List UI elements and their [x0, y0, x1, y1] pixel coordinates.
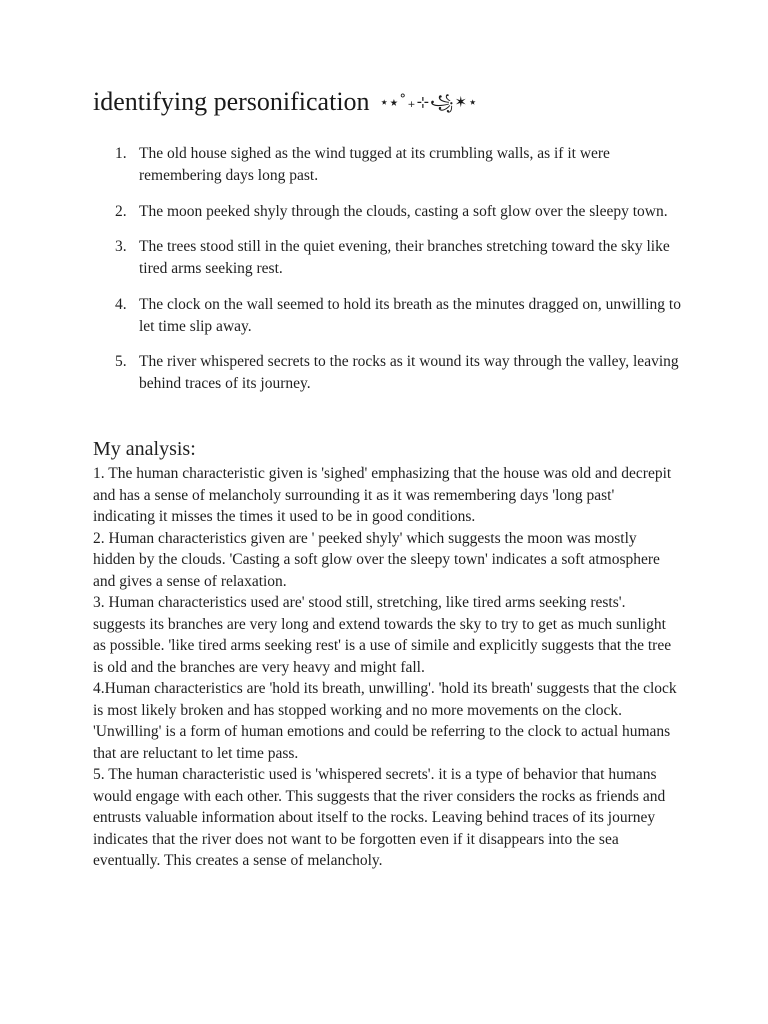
- list-item-number: 5.: [115, 353, 127, 370]
- list-item-number: 2.: [115, 202, 127, 220]
- list-item-text: The river whispered secrets to the rocks as it wound its way through the valley, leaving behind traces of its journey.: [139, 353, 679, 392]
- analysis-heading: My analysis:: [93, 438, 196, 460]
- list-item: [93, 236, 683, 280]
- list-item-text: The trees stood still in the quiet evening, their branches stretching toward the sky like tired arms seeking rest.: [139, 238, 670, 277]
- analysis-paragraph: 5. The human characteristic used is 'whispered secrets'. it is a type of behavior that humans would engage with each other. This suggests that the river considers the rocks as friends and entrusts valuable information about itself to the rocks. Leaving behind traces of its journey indicates that the river does not want to be forgotten even if it disappears into the sea eventually. This creates a sense of melancholy.: [93, 766, 666, 869]
- list-item-number: 1.: [115, 145, 127, 162]
- analysis-body: [93, 463, 677, 872]
- analysis-paragraph: 2. Human characteristics given are ' peeked shyly' which suggests the moon was mostly hidden by the clouds. 'Casting a soft glow over the sleepy town' indicates a soft atmosphere and gives a sense of relaxation.: [93, 529, 660, 590]
- title-text: identifying personification: [93, 87, 370, 116]
- sentence-list: [93, 143, 683, 409]
- page-title: [93, 84, 478, 120]
- list-item: [93, 294, 683, 338]
- list-item-number: 3.: [115, 238, 127, 255]
- list-item-text: The clock on the wall seemed to hold its breath as the minutes dragged on, unwilling to let time slip away.: [139, 295, 681, 335]
- list-item: [93, 351, 683, 395]
- analysis-paragraph: 1. The human characteristic given is 'sighed' emphasizing that the house was old and decrepit and has a sense of melancholy surrounding it as it was remembering days 'long past' indicating it misses the times it used to be in good conditions.: [93, 465, 672, 525]
- list-item-text: The old house sighed as the wind tugged at its crumbling walls, as if it were remembering days long past.: [139, 145, 610, 184]
- title-decoration: ⋆⭑˚₊⊹꧁✶⋆: [379, 93, 479, 111]
- list-item: [93, 143, 683, 187]
- list-item-text: The moon peeked shyly through the clouds, casting a soft glow over the sleepy town.: [139, 202, 668, 220]
- list-item-number: 4.: [115, 295, 127, 313]
- analysis-paragraph: 4.Human characteristics are 'hold its breath, unwilling'. 'hold its breath' suggests that the clock is most likely broken and has stopped working and no more movements on the clock. 'Unwilling' is a form of human emotions and could be referring to the clock to actual humans that are reluctant to let time pass.: [93, 680, 677, 762]
- analysis-paragraph: 3. Human characteristics used are' stood still, stretching, like tired arms seeking rests'. suggests its branches are very long and extend towards the sky to try to get as much sunlight as possible. 'like tired arms seeking rest' is a use of simile and explicitly suggests that the tree is old and the branches are very heavy and might fall.: [93, 594, 672, 676]
- list-item: [93, 201, 683, 223]
